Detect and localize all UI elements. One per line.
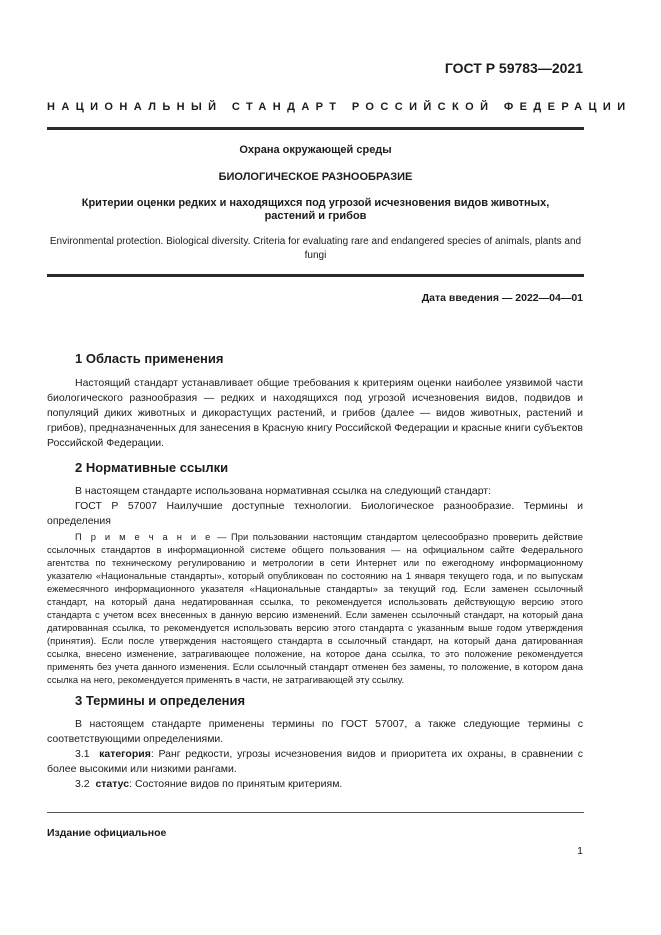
note-block	[47, 530, 583, 686]
section-2-text	[47, 484, 583, 529]
title-line-2: БИОЛОГИЧЕСКОЕ РАЗНООБРАЗИЕ	[218, 171, 413, 183]
section-3-paragraph: В настоящем стандарте применены термины по ГОСТ 57007, а также следующие термины с соответствующими определениями.	[47, 718, 583, 745]
english-title: Environmental protection. Biological diversity. Criteria for evaluating rare and endangered species of animals, plants and fungi	[49, 236, 582, 261]
footer-rule	[47, 812, 584, 813]
section-2-paragraph-2: ГОСТ Р 57007 Наилучшие доступные технологии. Биологическое разнообразие. Термины и определения	[47, 500, 583, 527]
term-3-2	[47, 777, 583, 792]
title-line-1: Охрана окружающей среды	[239, 144, 392, 156]
national-standard-heading: НАЦИОНАЛЬНЫЙ СТАНДАРТ РОССИЙСКОЙ ФЕДЕРАЦИИ	[47, 101, 632, 113]
note-text: — При пользовании настоящим стандартом целесообразно проверить действие ссылочных стандартов в информационной системе общего пользования — на официальном сайте Федерального агентства по техническому регулированию и метрологии в сети Интернет или по ежегодному информационному указателю «Национальные стандарты», который опубликован по состоянию на 1 января текущего года, и по выпускам ежемесячного информационного указателя «Национальные стандарты» за текущий год. Если заменен ссылочный стандарт, на который дана недатированная ссылка, то рекомендуется использовать действующую версию этого стандарта с учетом всех внесенных в данную версию изменений. Если заменен ссылочный стандарт, на который дана датированная ссылка, то рекомендуется использовать версию этого стандарта с указанным выше годом утверждения (принятия). Если после утверждения настоящего стандарта в ссылочный стандарт, на который дана датированная ссылка, внесено изменение, затрагивающее положение, на которое дана ссылка, то это положение рекомендуется применять без учета данного изменения. Если ссылочный стандарт отменен без замены, то положение, в котором дана ссылка на него, рекомендуется применять в части, не затрагивающей эту ссылку.	[47, 531, 583, 685]
title-rule	[47, 274, 584, 277]
term-3-1-definition: : Ранг редкости, угрозы исчезновения видов и приоритета их охраны, в сравнении с более высокими или низкими рангами.	[47, 748, 583, 775]
section-3-heading: 3 Термины и определения	[75, 693, 246, 708]
term-3-1-name: категория	[99, 748, 151, 760]
term-3-2-definition: : Состояние видов по принятым критериям.	[129, 778, 343, 790]
section-1-paragraph: Настоящий стандарт устанавливает общие требования к критериям оценки наиболее уязвимой части биологического разнообразия — редких и находящихся под угрозой исчезновения видов, подвидов и популяций диких животных и дикорастущих растений, и грибов (далее — видов животных, растений и грибов), предназначенных для занесения в Красную книгу Российской Федерации и красные книги субъектов Российской Федерации.	[47, 377, 583, 449]
term-3-2-name: статус	[95, 778, 130, 790]
title-line-3b: растений и грибов	[264, 210, 367, 222]
top-rule	[47, 127, 584, 130]
section-1-heading: 1 Область применения	[75, 351, 224, 366]
section-3-text	[47, 717, 583, 792]
gost-number: ГОСТ Р 59783—2021	[444, 60, 583, 76]
term-3-1-number: 3.1	[75, 748, 90, 760]
term-3-2-number: 3.2	[75, 778, 90, 790]
section-2-heading: 2 Нормативные ссылки	[75, 460, 229, 475]
official-edition: Издание официальное	[47, 827, 167, 839]
term-3-1	[47, 747, 583, 777]
introduction-date: Дата введения — 2022—04—01	[421, 292, 583, 304]
note-paragraph	[47, 530, 583, 686]
section-1-text	[47, 376, 583, 451]
section-2-paragraph-1: В настоящем стандарте использована нормативная ссылка на следующий стандарт:	[75, 485, 492, 497]
page-number: 1	[577, 845, 583, 857]
note-label: П р и м е ч а н и е	[75, 531, 213, 542]
title-line-3a: Критерии оценки редких и находящихся под угрозой исчезновения видов животных,	[81, 197, 550, 209]
